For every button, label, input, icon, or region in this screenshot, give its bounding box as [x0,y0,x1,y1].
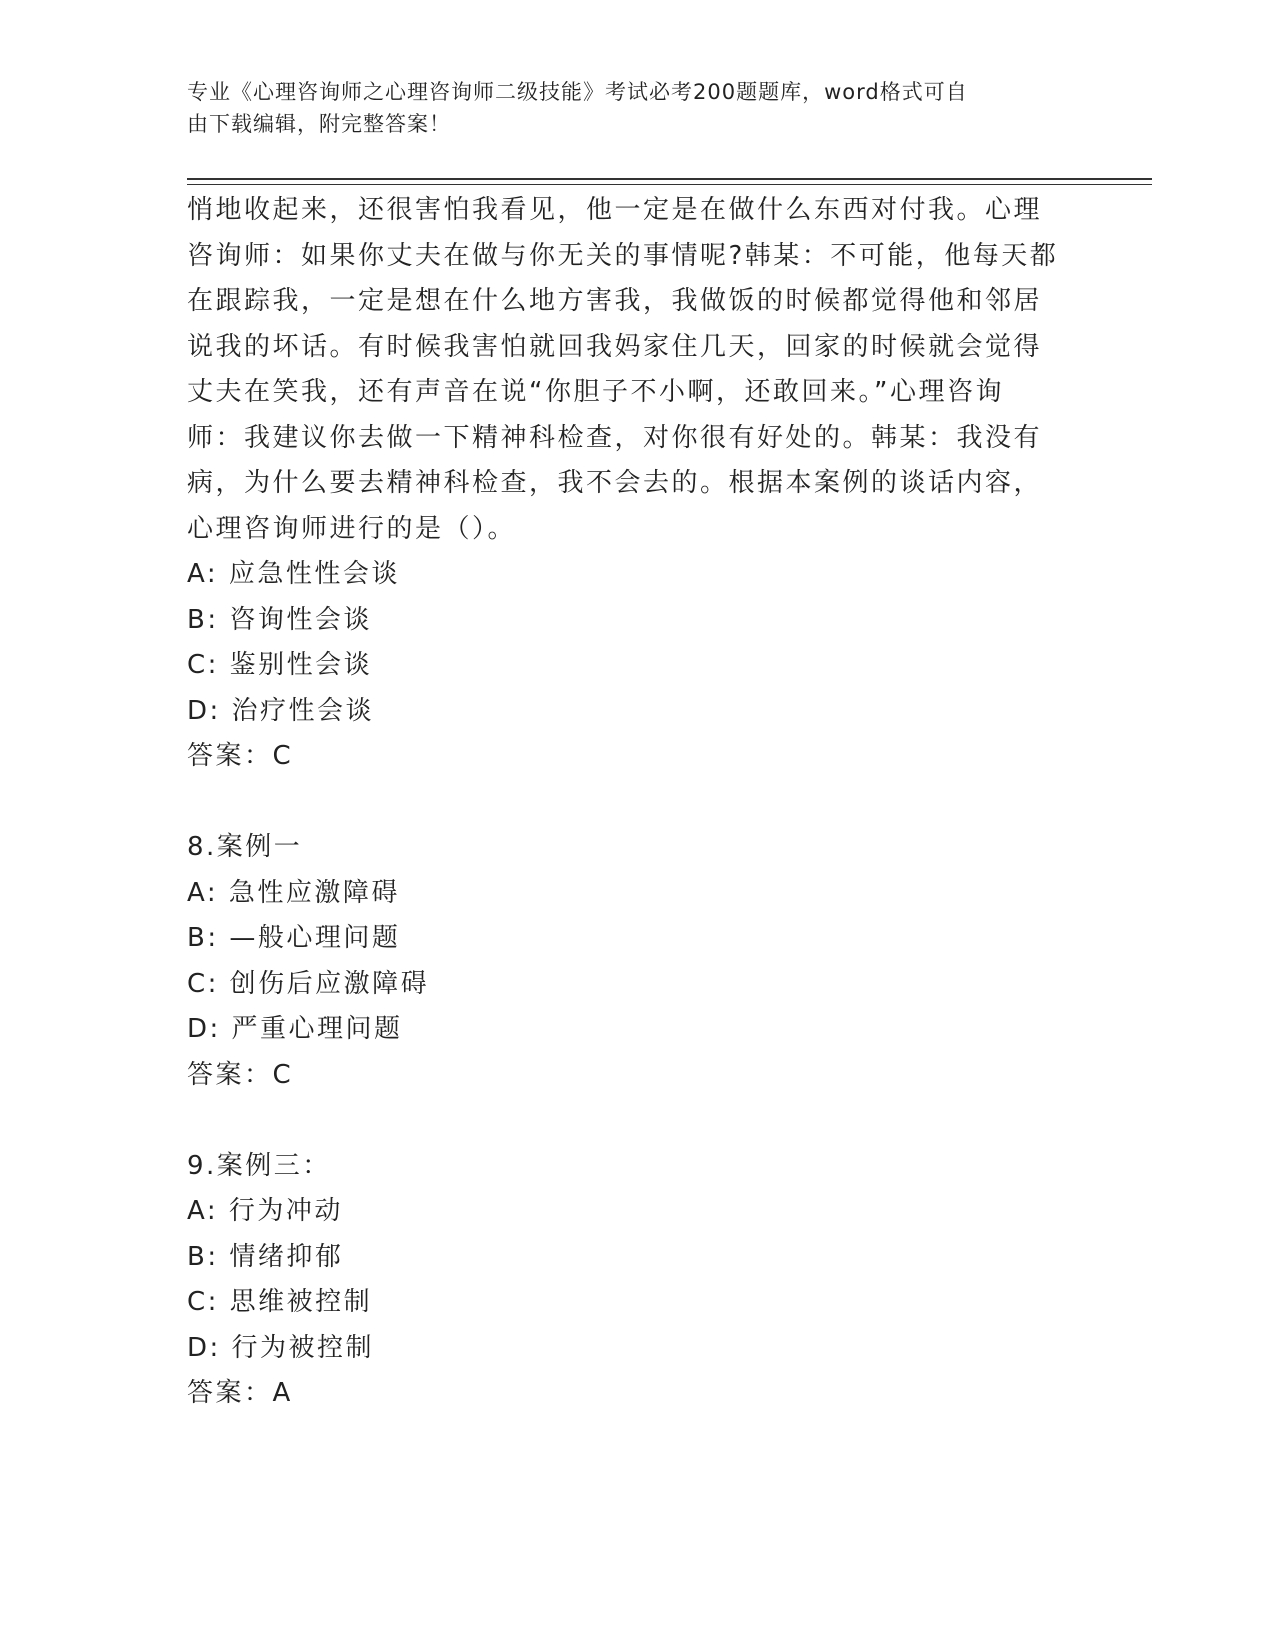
page-header [187,76,1077,140]
passage-line: 咨询师：如果你丈夫在做与你无关的事情呢?韩某：不可能，他每天都 [187,240,1059,271]
option-a: A: 行为冲动 [187,1196,343,1226]
question-7-options [187,552,1077,734]
answer-line: 答案：C [187,741,294,771]
option-c: C: 鉴别性会谈 [187,650,373,680]
option-b: B: 咨询性会谈 [187,604,372,635]
passage-line: 心理咨询师进行的是（）。 [187,513,517,544]
option-b: B: —般心理问题 [187,923,401,953]
question-spacer [187,780,1077,826]
option-c: C: 创伤后应激障碍 [187,968,430,999]
header-divider-thick [187,178,1152,180]
header-line-2: 由下载编辑，附完整答案！ [187,112,451,136]
header-line-1: 专业《心理咨询师之心理咨询师二级技能》考试必考200题题库，word格式可自 [187,80,968,104]
option-b: B: 情绪抑郁 [187,1241,344,1272]
question-title: 8.案例一 [187,832,303,862]
passage-line: 说我的坏话。有时候我害怕就回我妈家住几天，回家的时候就会觉得 [187,331,1043,362]
question-spacer [187,1098,1077,1144]
passage-line: 丈夫在笑我，还有声音在说“你胆子不小啊，还敢回来。”心理咨询 [187,377,1004,407]
case-passage [187,188,1077,552]
header-divider-thin [187,184,1152,185]
answer-line: 答案：A [187,1378,293,1408]
question-title: 9.案例三： [187,1150,331,1181]
option-d: D: 行为被控制 [187,1332,375,1363]
passage-line: 在跟踪我，一定是想在什么地方害我，我做饭的时候都觉得他和邻居 [187,286,1043,316]
question-8 [187,825,1077,1098]
option-c: C: 思维被控制 [187,1287,373,1317]
question-9 [187,1144,1077,1417]
option-a: A: 应急性性会谈 [187,559,400,589]
option-a: A: 急性应激障碍 [187,877,400,908]
passage-line: 师：我建议你去做一下精神科检查，对你很有好处的。韩某：我没有 [187,422,1043,453]
passage-line: 病，为什么要去精神科检查，我不会去的。根据本案例的谈话内容， [187,468,1043,498]
option-d: D: 治疗性会谈 [187,695,375,726]
option-d: D: 严重心理问题 [187,1014,403,1044]
answer-line: 答案：C [187,1059,294,1090]
passage-line: 悄地收起来，还很害怕我看见，他一定是在做什么东西对付我。心理 [187,195,1043,225]
document-body [187,188,1077,1417]
